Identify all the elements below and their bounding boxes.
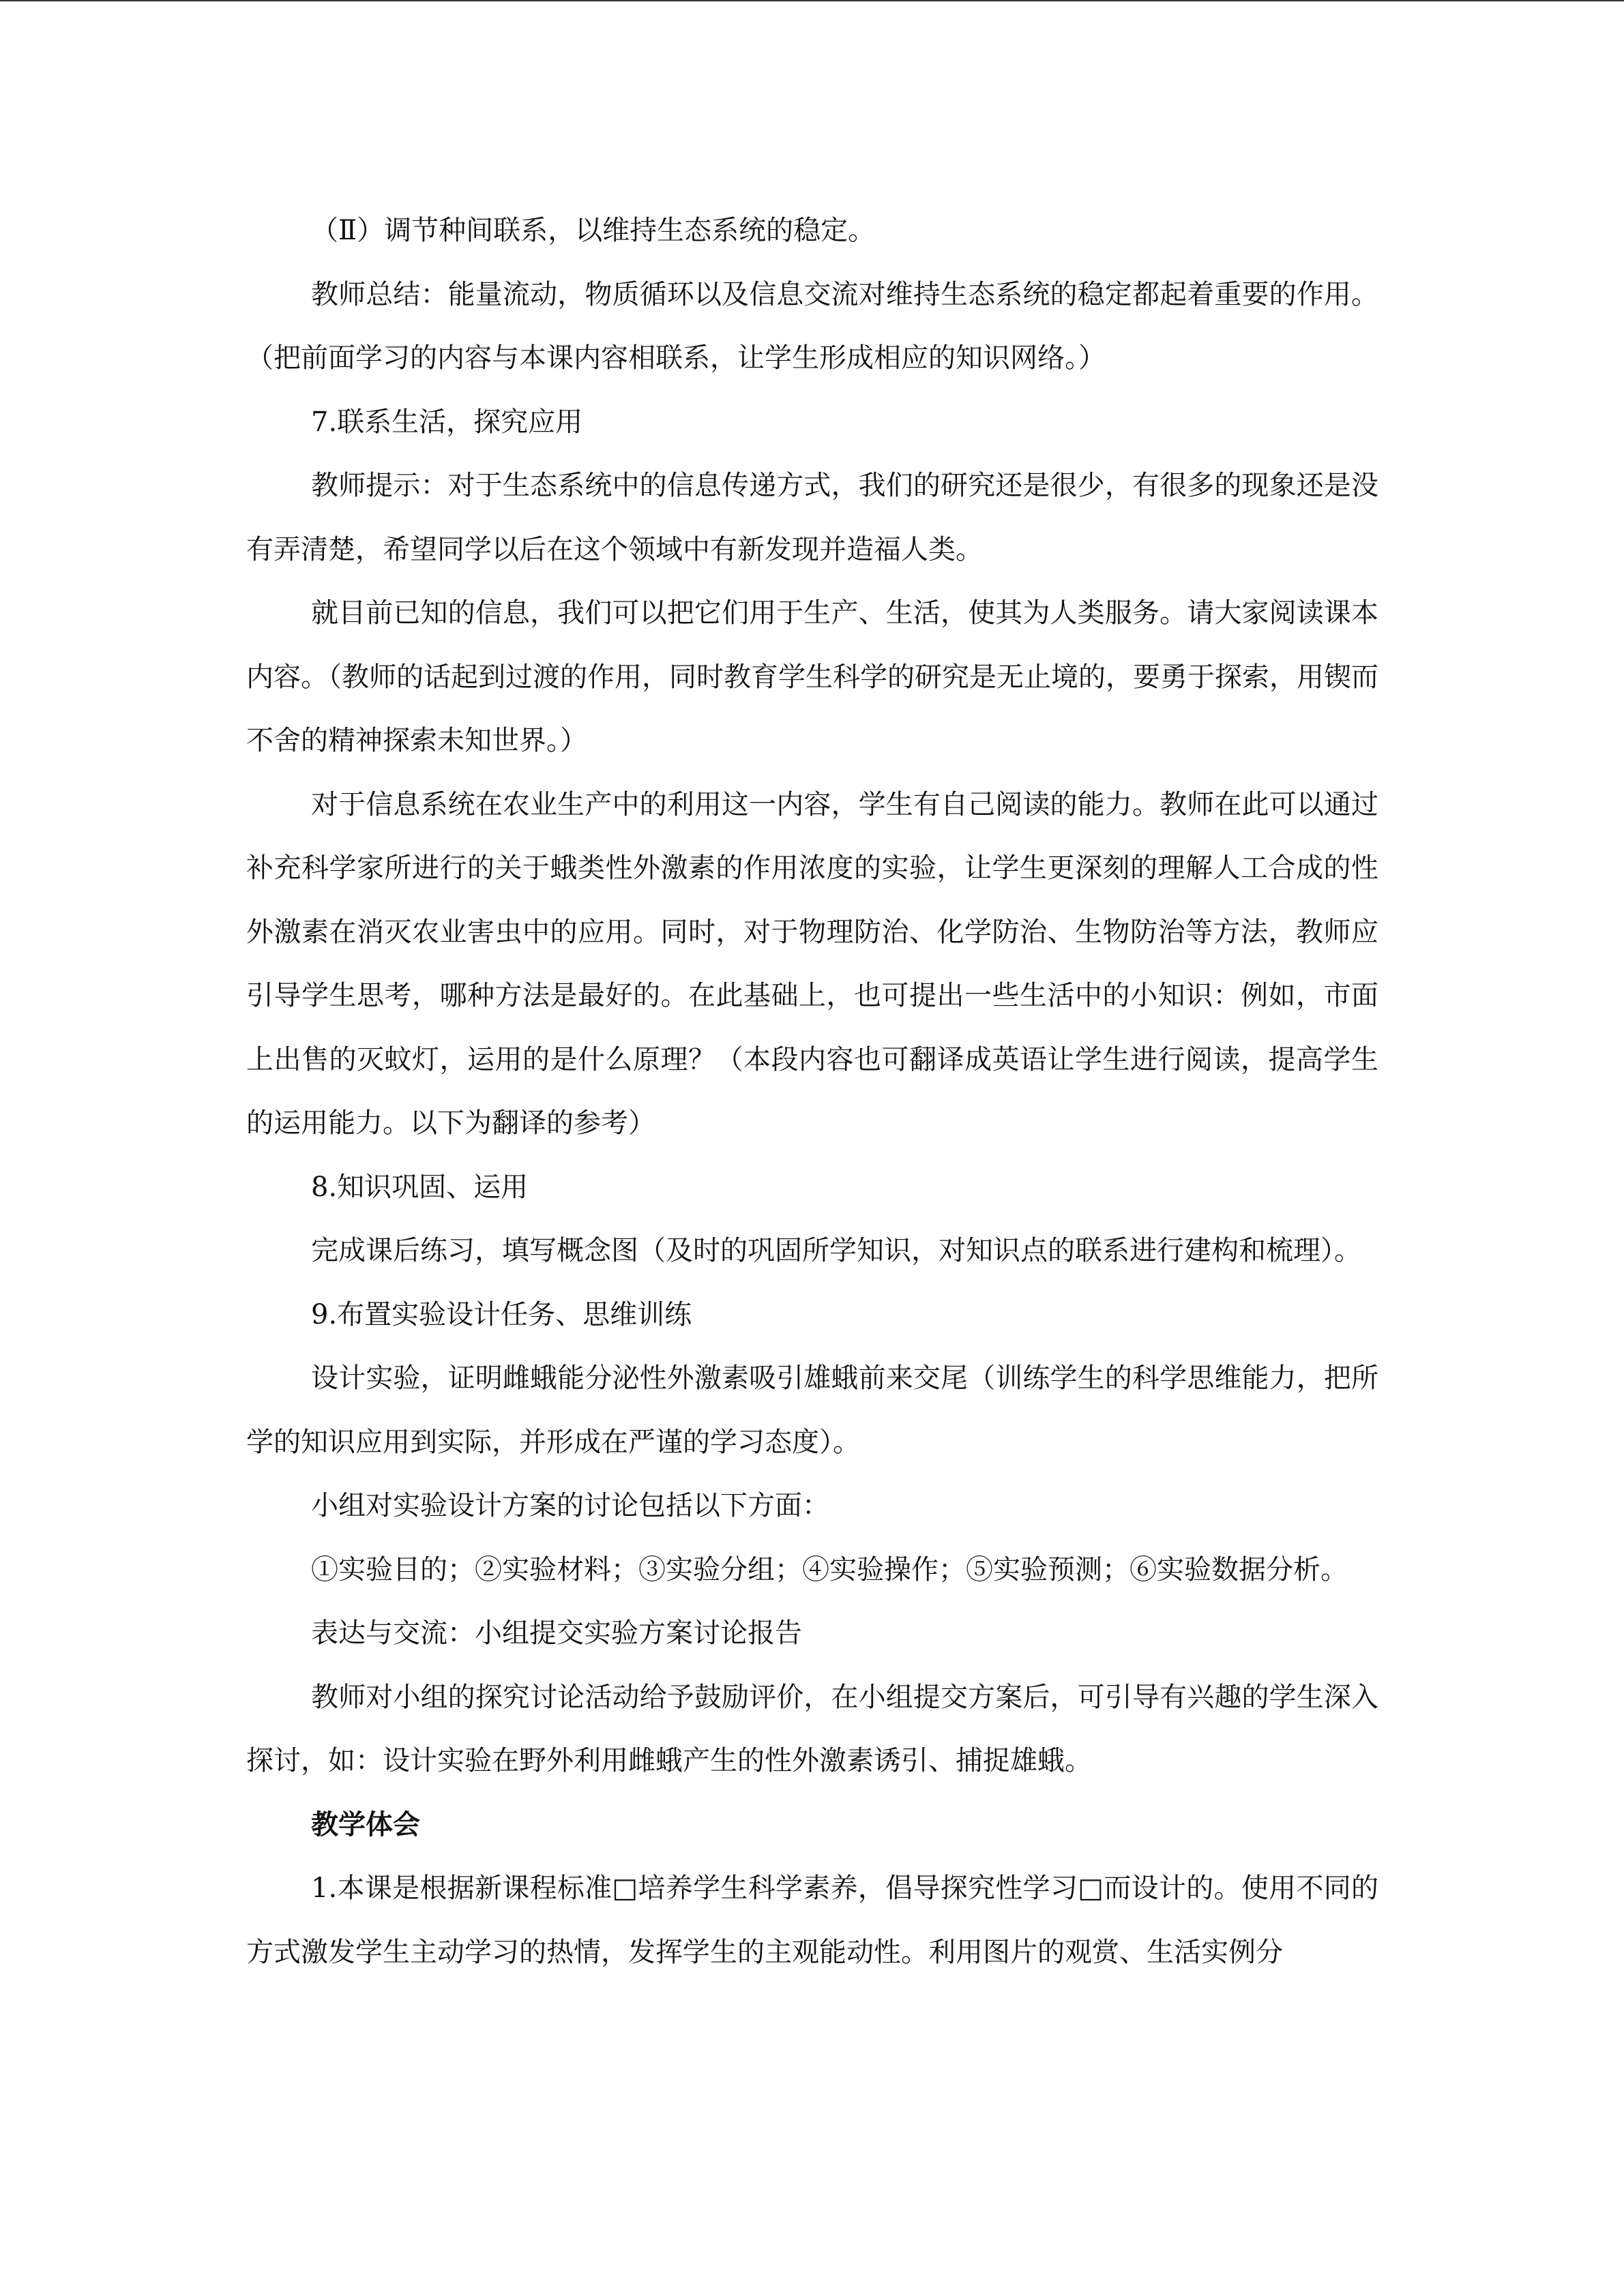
document-body — [246, 199, 1378, 1984]
paragraph-2: 教师总结：能量流动，物质循环以及信息交流对维持生态系统的稳定都起着重要的作用。（把前面学习的内容与本课内容相联系，让学生形成相应的知识网络。） — [246, 278, 1378, 374]
paragraph-5: 就目前已知的信息，我们可以把它们用于生产、生活，使其为人类服务。请大家阅读课本内容。（教师的话起到过渡的作用，同时教育学生科学的研究是无止境的，要勇于探索，用锲而不舍的精神探索未知世界。） — [246, 597, 1378, 756]
paragraph-13: 表达与交流：小组提交实验方案讨论报告 — [311, 1617, 802, 1649]
paragraph-11: 小组对实验设计方案的讨论包括以下方面： — [311, 1490, 829, 1521]
section-heading-8: 8.知识巩固、运用 — [311, 1171, 529, 1203]
paragraph-16: 1.本课是根据新课程标准□培养学生科学素养，倡导探究性学习□而设计的。使用不同的方式激发学生主动学习的热情，发挥学生的主观能动性。利用图片的观赏、生活实例分 — [246, 1873, 1378, 1968]
section-heading-9: 9.布置实验设计任务、思维训练 — [311, 1298, 692, 1330]
section-heading-7: 7.联系生活，探究应用 — [311, 406, 583, 438]
paragraph-14: 教师对小组的探究讨论活动给予鼓励评价，在小组提交方案后，可引导有兴趣的学生深入探讨，如：设计实验在野外利用雌蛾产生的性外激素诱引、捕捉雄蛾。 — [246, 1681, 1378, 1776]
paragraph-4: 教师提示：对于生态系统中的信息传递方式，我们的研究还是很少，有很多的现象还是没有弄清楚，希望同学以后在这个领域中有新发现并造福人类。 — [246, 470, 1378, 565]
paragraph-12: ①实验目的；②实验材料；③实验分组；④实验操作；⑤实验预测；⑥实验数据分析。 — [311, 1553, 1348, 1585]
paragraph-10: 设计实验，证明雌蛾能分泌性外激素吸引雄蛾前来交尾（训练学生的科学思维能力，把所学的知识应用到实际，并形成在严谨的学习态度）。 — [246, 1362, 1378, 1458]
paragraph-6: 对于信息系统在农业生产中的利用这一内容，学生有自己阅读的能力。教师在此可以通过补充科学家所进行的关于蛾类性外激素的作用浓度的实验，让学生更深刻的理解人工合成的性外激素在消灭农业害虫中的应用。同时，对于物理防治、化学防治、生物防治等方法，教师应引导学生思考，哪种方法是最好的。在此基础上，也可提出一些生活中的小知识：例如，市面上出售的灭蚊灯，运用的是什么原理？（本段内容也可翻译成英语让学生进行阅读，提高学生的运用能力。以下为翻译的参考） — [246, 788, 1378, 1139]
paragraph-1: （Ⅱ）调节种间联系，以维持生态系统的稳定。 — [311, 215, 876, 246]
paragraph-8: 完成课后练习，填写概念图（及时的巩固所学知识，对知识点的联系进行建构和梳理）。 — [311, 1235, 1361, 1266]
section-title-teaching-reflection: 教学体会 — [311, 1808, 420, 1840]
